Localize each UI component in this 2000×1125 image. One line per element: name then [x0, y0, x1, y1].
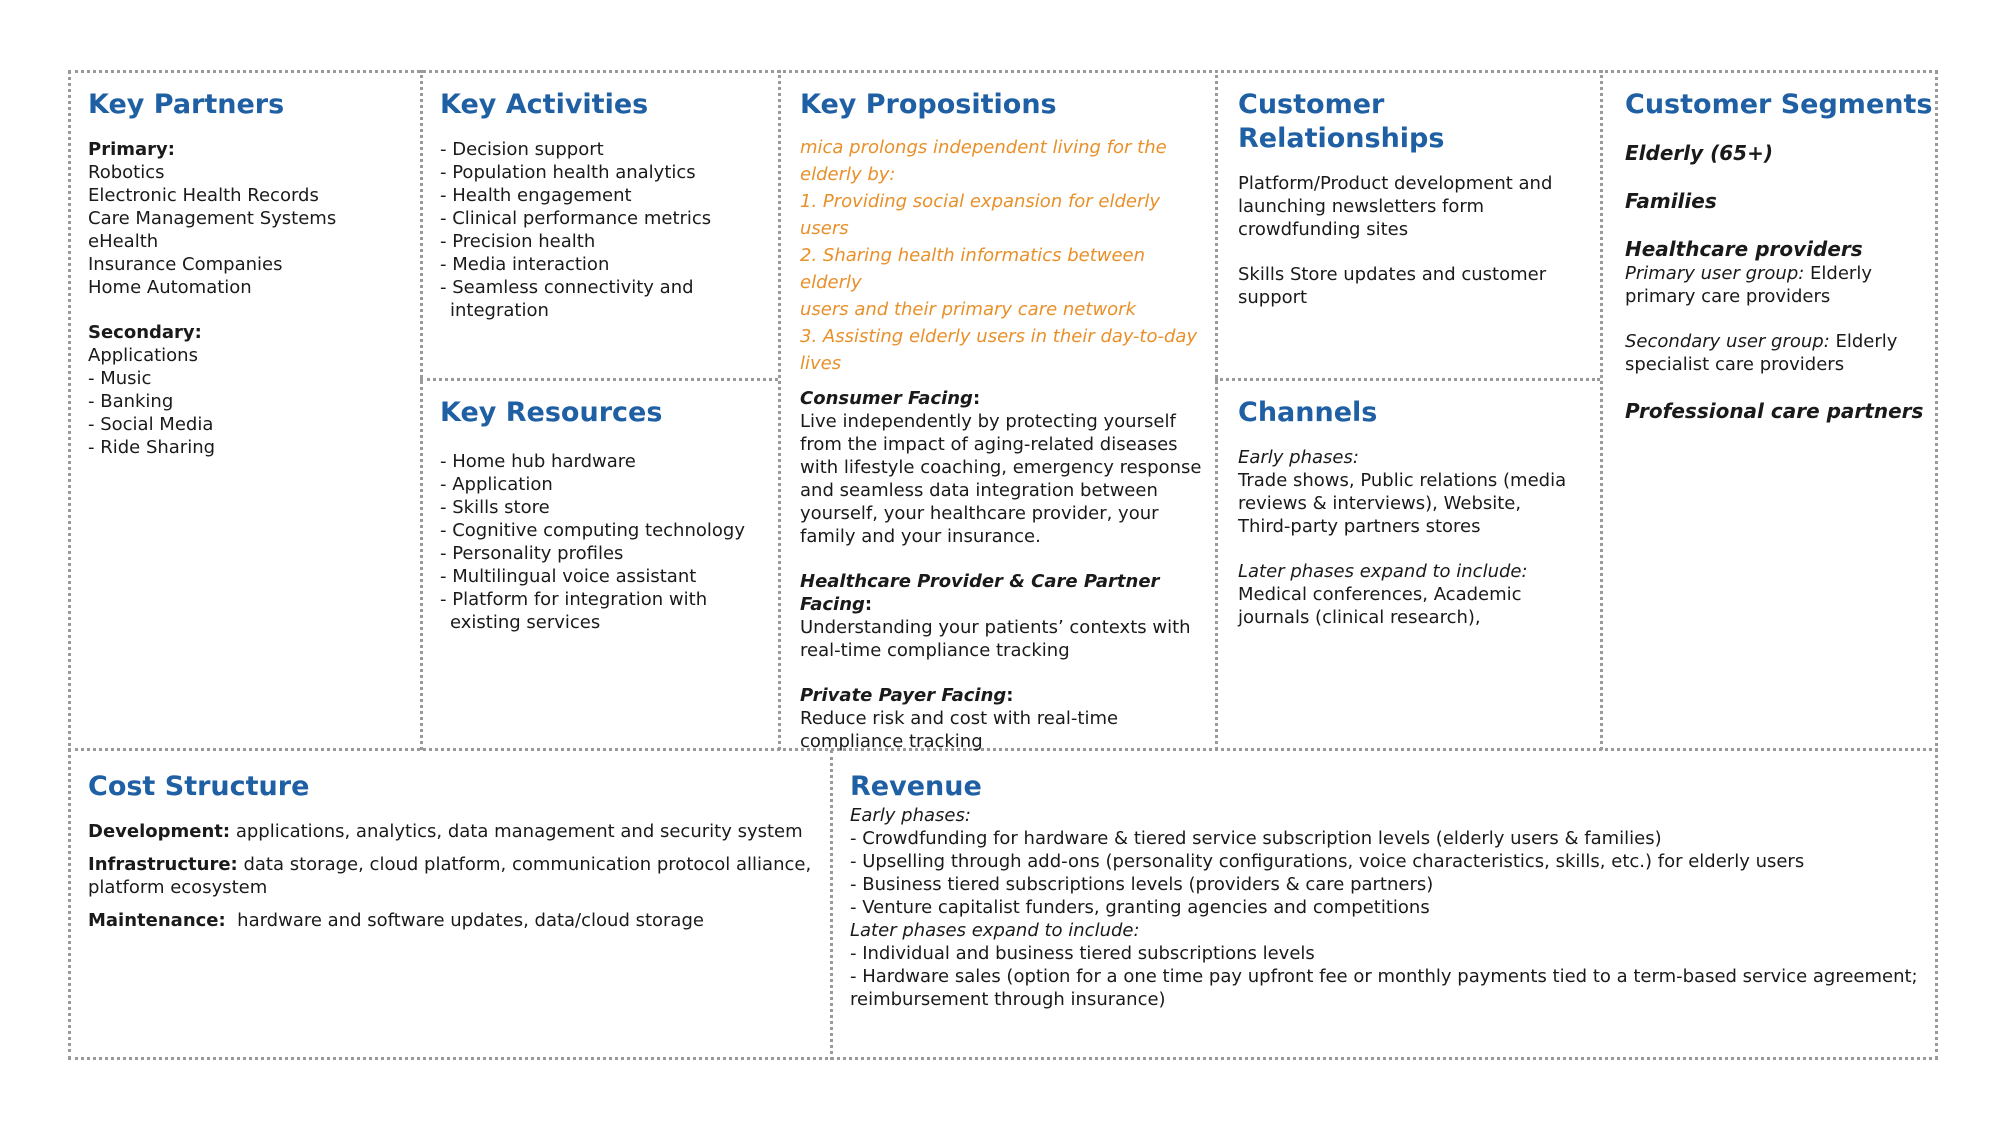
key-propositions-section: [800, 88, 1210, 753]
cost-structure-section: [88, 770, 823, 932]
list-item: - Population health analytics: [440, 162, 696, 183]
list-item: - Ride Sharing: [88, 437, 216, 458]
payer-facing-label: Private Payer Facing: [800, 685, 1007, 706]
later-phases-label: Later phases expand to include:: [850, 920, 1140, 941]
list-item: Electronic Health Records: [88, 185, 319, 206]
list-item: - Business tiered subscriptions levels (providers & care partners): [850, 874, 1434, 895]
list-item: - Decision support: [440, 139, 604, 160]
text-line: Elderly: [1829, 331, 1898, 352]
customer-relationships-section: [1238, 88, 1598, 309]
later-phases-label: Later phases expand to include:: [1238, 561, 1528, 582]
text-line: and seamless data integration between: [800, 480, 1158, 501]
key-activities-section: [440, 88, 772, 322]
list-item: - Social Media: [88, 414, 214, 435]
list-item: Insurance Companies: [88, 254, 283, 275]
secondary-label: Secondary:: [88, 322, 202, 343]
colon: :: [864, 594, 873, 615]
primary-label: Primary:: [88, 139, 175, 160]
text-line: compliance tracking: [800, 731, 983, 752]
list-item: Care Management Systems: [88, 208, 337, 229]
section-title: Key Propositions: [800, 89, 1057, 120]
text-line: crowdfunding sites: [1238, 219, 1409, 240]
text-line: with lifestyle coaching, emergency response: [800, 457, 1202, 478]
list-item: eHealth: [88, 231, 159, 252]
key-partners-section: [88, 88, 413, 459]
segment-families: Families: [1625, 189, 1717, 213]
segment-elderly: Elderly (65+): [1625, 141, 1773, 165]
proposition-item: 3. Assisting elderly users in their day-to-day: [800, 326, 1198, 347]
primary-user-group-label: Primary user group:: [1625, 263, 1805, 284]
list-item: - Cognitive computing technology: [440, 520, 745, 541]
divider: [1600, 70, 1603, 750]
infrastructure-label: Infrastructure:: [88, 854, 238, 875]
text-line: Third-party partners stores: [1238, 516, 1481, 537]
text-line: Skills Store updates and customer: [1238, 264, 1547, 285]
key-resources-section: [440, 396, 772, 634]
text-line: specialist care providers: [1625, 354, 1845, 375]
divider: [830, 750, 833, 1060]
channels-section: [1238, 396, 1598, 629]
section-title: Revenue: [850, 771, 982, 802]
revenue-section: [850, 770, 1935, 1011]
section-title: Cost Structure: [88, 771, 310, 802]
colon: :: [1006, 685, 1014, 706]
section-title: Key Resources: [440, 397, 663, 428]
colon: :: [972, 388, 981, 409]
text-line: Understanding your patients’ contexts with: [800, 617, 1191, 638]
text-line: primary care providers: [1625, 286, 1831, 307]
development-label: Development:: [88, 821, 231, 842]
list-item: existing services: [450, 612, 601, 633]
text-line: data storage, cloud platform, communication protocol alliance,: [237, 854, 812, 875]
list-item: - Media interaction: [440, 254, 610, 275]
secondary-user-group-label: Secondary user group:: [1625, 331, 1830, 352]
list-item: - Individual and business tiered subscriptions levels: [850, 943, 1315, 964]
text-line: launching newsletters form: [1238, 196, 1485, 217]
proposition-item: 2. Sharing health informatics between elderly: [800, 245, 1146, 293]
segment-professional-care-partners: Professional care partners: [1625, 399, 1924, 423]
consumer-facing-label: Consumer Facing: [800, 388, 973, 409]
section-title: Customer Relationships: [1238, 89, 1445, 154]
list-item: reimbursement through insurance): [850, 989, 1166, 1010]
text-line: Medical conferences, Academic: [1238, 584, 1522, 605]
section-title: Channels: [1238, 397, 1378, 428]
text-line: hardware and software updates, data/cloud storage: [225, 910, 704, 931]
section-title: Key Activities: [440, 89, 649, 120]
proposition-item: 1. Providing social expansion for elderly users: [800, 191, 1161, 239]
text-line: yourself, your healthcare provider, your: [800, 503, 1159, 524]
list-item: integration: [450, 300, 549, 321]
divider: [778, 70, 781, 750]
text-line: Reduce risk and cost with real-time: [800, 708, 1119, 729]
text-line: from the impact of aging-related diseases: [800, 434, 1178, 455]
list-item: Home Automation: [88, 277, 252, 298]
section-title: Customer Segments: [1625, 89, 1933, 120]
text-line: real-time compliance tracking: [800, 640, 1070, 661]
list-item: - Venture capitalist funders, granting agencies and competitions: [850, 897, 1430, 918]
text-line: journals (clinical research),: [1238, 607, 1481, 628]
text-line: family and your insurance.: [800, 526, 1041, 547]
list-item: - Health engagement: [440, 185, 632, 206]
list-item: - Hardware sales (option for a one time pay upfront fee or monthly payments tied to a term-based service agreement;: [850, 966, 1918, 987]
list-item: - Multilingual voice assistant: [440, 566, 697, 587]
text-line: reviews & interviews), Website,: [1238, 493, 1522, 514]
text-line: Platform/Product development and: [1238, 173, 1553, 194]
list-item: - Platform for integration with: [440, 589, 708, 610]
list-item: Applications: [88, 345, 198, 366]
text-line: applications, analytics, data management and security system: [230, 821, 803, 842]
list-item: - Seamless connectivity and: [440, 277, 694, 298]
list-item: - Skills store: [440, 497, 550, 518]
divider: [420, 70, 423, 750]
early-phases-label: Early phases:: [1238, 447, 1359, 468]
text-line: support: [1238, 287, 1308, 308]
customer-segments-section: [1625, 88, 1935, 424]
text-line: platform ecosystem: [88, 877, 268, 898]
text-line: Elderly: [1804, 263, 1872, 284]
proposition-item: users and their primary care network: [800, 299, 1136, 320]
divider: [420, 378, 778, 381]
list-item: - Clinical performance metrics: [440, 208, 712, 229]
provider-facing-label: Healthcare Provider & Care Partner Facing: [800, 571, 1160, 615]
list-item: - Application: [440, 474, 553, 495]
proposition-intro: mica prolongs independent living for the: [800, 137, 1167, 158]
list-item: - Music: [88, 368, 152, 389]
proposition-intro: elderly by:: [800, 164, 896, 185]
text-line: Live independently by protecting yourself: [800, 411, 1176, 432]
list-item: Robotics: [88, 162, 165, 183]
divider: [1215, 378, 1600, 381]
early-phases-label: Early phases:: [850, 805, 971, 826]
section-title: Key Partners: [88, 89, 285, 120]
list-item: - Precision health: [440, 231, 596, 252]
list-item: - Upselling through add-ons (personality configurations, voice characteristics, skills, etc.) for elderly users: [850, 851, 1805, 872]
text-line: Trade shows, Public relations (media: [1238, 470, 1567, 491]
proposition-item: lives: [800, 353, 842, 374]
list-item: - Crowdfunding for hardware & tiered service subscription levels (elderly users & families): [850, 828, 1662, 849]
maintenance-label: Maintenance:: [88, 910, 226, 931]
segment-healthcare-providers: Healthcare providers: [1625, 237, 1863, 261]
list-item: - Home hub hardware: [440, 451, 636, 472]
list-item: - Banking: [88, 391, 174, 412]
list-item: - Personality profiles: [440, 543, 624, 564]
divider: [1215, 70, 1218, 750]
